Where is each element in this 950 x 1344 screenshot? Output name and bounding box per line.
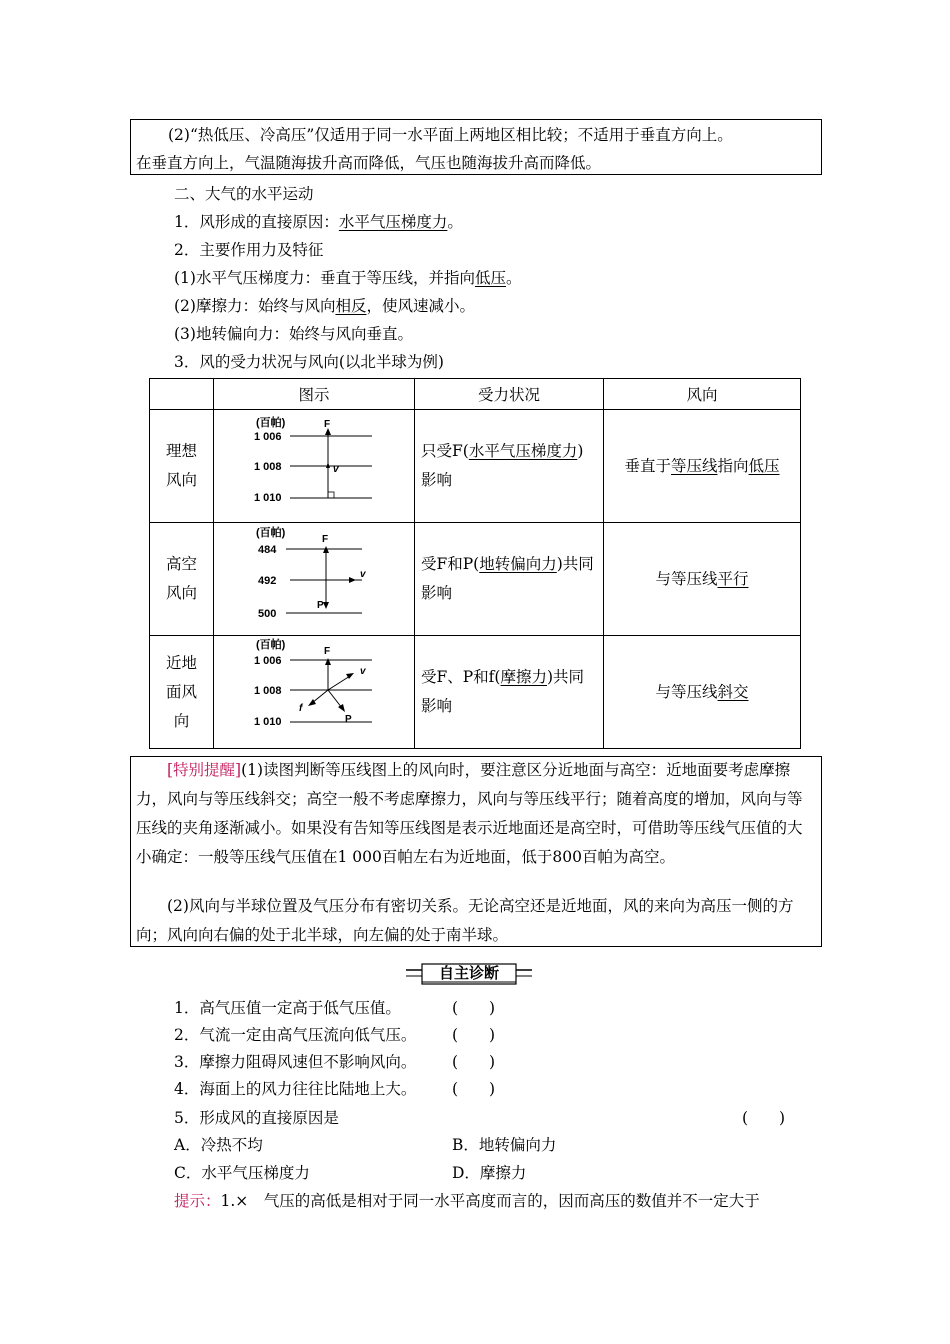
force-ideal-answer: 水平气压梯度力	[468, 442, 578, 460]
question-4	[174, 1077, 416, 1099]
fig1-level-2: 1 008	[254, 461, 282, 473]
force-1-suffix: 。	[505, 269, 522, 287]
dir-surface-prefix: 与等压线	[655, 682, 718, 701]
answer-bracket-5[interactable]: ( )	[742, 1109, 786, 1127]
fig2-coriolis-arrowhead	[323, 602, 329, 609]
fig2-level-3: 500	[258, 608, 277, 620]
fig1-right-angle	[328, 492, 334, 498]
table-header-row	[150, 379, 801, 410]
fig3-coriolis-arrow	[328, 690, 342, 708]
figure-ideal	[214, 410, 415, 523]
hint-text: 1.× 气压的高低是相对于同一水平高度而言的，因而高压的数值并不一定大于	[220, 1192, 760, 1210]
item-1-prefix: 1．风形成的直接原因：	[174, 213, 339, 231]
question-4-text: 4．海面上的风力往往比陆地上大。	[174, 1080, 417, 1098]
isobar-diagram-ideal	[214, 410, 414, 518]
reminder-paragraph-2: (2)风向与半球位置及气压分布有密切关系。无论高空还是近地面，风的来向为高压一侧的方向；风向向右偏的处于北半球，向左偏的处于南半球。	[136, 897, 794, 944]
table-row	[150, 523, 801, 636]
hint-label: 提示：	[174, 1192, 221, 1210]
fig1-level-1: 1 006	[254, 431, 282, 443]
fig2-level-1: 484	[258, 544, 277, 556]
force-high-suffix: )共同影响	[421, 555, 594, 602]
force-ideal-prefix: 只受F(	[421, 442, 469, 460]
hint-line	[174, 1189, 760, 1211]
fig3-label-f: f	[299, 703, 303, 714]
row-label-surface-text: 近地面风向	[165, 653, 197, 730]
item-3: 3．风的受力状况与风向(以北半球为例)	[174, 353, 444, 371]
wind-force-table	[149, 378, 801, 749]
row-label-high	[150, 523, 214, 636]
force-1-answer: 低压	[474, 269, 506, 287]
option-d[interactable]: D．摩擦力	[452, 1164, 527, 1182]
dir-ideal-answer-1: 等压线	[670, 456, 718, 475]
answer-bracket-3[interactable]: ( )	[452, 1053, 496, 1071]
fig3-friction-arrowhead	[308, 699, 316, 706]
fig3-label-F: F	[324, 646, 331, 657]
force-surface-prefix: 受F、P和f(	[421, 668, 501, 686]
question-5: 5．形成风的直接原因是	[174, 1109, 339, 1127]
reminder-tag: [特别提醒]	[167, 761, 242, 779]
force-high	[415, 523, 604, 636]
force-3: (3)地转偏向力：始终与风向垂直。	[174, 325, 413, 343]
force-1-prefix: (1)水平气压梯度力：垂直于等压线，并指向	[174, 269, 475, 287]
force-ideal-suffix: )影响	[421, 442, 584, 489]
force-high-prefix: 受F和P(	[421, 555, 480, 573]
header-direction: 风向	[604, 379, 801, 410]
diagnosis-title-badge	[406, 962, 532, 986]
figure-high	[214, 523, 415, 636]
reminder-paragraph-1	[136, 756, 814, 872]
header-force: 受力状况	[415, 379, 604, 410]
force-2-prefix: (2)摩擦力：始终与风向	[174, 297, 336, 315]
fig3-force-arrowhead	[325, 658, 331, 665]
option-c[interactable]: C．水平气压梯度力	[174, 1164, 310, 1182]
direction-surface	[604, 636, 801, 749]
dir-high-answer: 平行	[717, 569, 749, 588]
note-text-2: 在垂直方向上，气温随海拔升高而降低，气压也随海拔升高而降低。	[136, 154, 602, 172]
dir-ideal-prefix: 垂直于	[624, 456, 671, 475]
fig3-coriolis-arrowhead	[338, 704, 345, 712]
fig3-friction-arrow	[312, 690, 328, 703]
fig2-label-v: v	[360, 569, 366, 580]
fig3-label-P: P	[345, 714, 352, 725]
fig1-unit: (百帕)	[256, 417, 286, 429]
fig2-label-P: P	[317, 600, 324, 611]
force-2-suffix: ，使风速减小。	[366, 297, 475, 315]
dir-surface-answer: 斜交	[717, 682, 749, 701]
fig2-level-2: 492	[258, 575, 277, 587]
row-label-surface	[150, 636, 214, 749]
force-2	[174, 294, 475, 316]
diagnosis-title: 自主诊断	[438, 964, 499, 982]
fig1-level-3: 1 010	[254, 492, 282, 504]
fig3-label-v: v	[360, 666, 366, 677]
option-b[interactable]: B．地转偏向力	[452, 1136, 557, 1154]
table-row	[150, 410, 801, 523]
item-1	[174, 210, 463, 232]
reminder-text-1: (1)读图判断等压线图上的风向时，要注意区分近地面与高空：近地面要考虑摩擦力，风向与等压线斜交；高空一般不考虑摩擦力，风向与等压线平行；随着高度的增加，风向与等压线的夹角逐渐减小。如果没有告知等压线图是表示近地面还是高空时，可借助等压线气压值的大小确定：一般等压线气压值在1 000百帕左右为近地面，低于800百帕为高空。	[136, 761, 803, 866]
fig1-label-F: F	[324, 419, 331, 430]
dir-high-prefix: 与等压线	[655, 569, 718, 588]
section-heading: 二、大气的水平运动	[174, 185, 314, 203]
isobar-diagram-surface	[214, 636, 414, 744]
row-label-ideal-text: 理想风向	[165, 442, 197, 489]
fig1-label-v: v	[333, 464, 339, 475]
fig3-level-2: 1 008	[254, 685, 282, 697]
fig2-label-F: F	[322, 534, 329, 545]
item-1-suffix: 。	[447, 213, 463, 231]
force-surface-answer: 摩擦力	[500, 668, 547, 686]
isobar-diagram-high	[214, 523, 414, 631]
row-label-high-text: 高空风向	[165, 555, 197, 602]
answer-bracket-1[interactable]: ( )	[452, 999, 496, 1017]
answer-bracket-2[interactable]: ( )	[452, 1026, 496, 1044]
fig2-unit: (百帕)	[256, 527, 286, 539]
force-2-answer: 相反	[335, 297, 367, 315]
fig3-v-arrow	[328, 676, 350, 690]
dir-ideal-answer-2: 低压	[748, 456, 780, 475]
note-text-1: (2)“热低压、冷高压”仅适用于同一水平面上两地区相比较；不适用于垂直方向上。	[168, 126, 733, 144]
option-a[interactable]: A．冷热不均	[174, 1136, 263, 1154]
header-blank	[150, 379, 214, 410]
question-1-text: 1．高气压值一定高于低气压值。	[174, 999, 401, 1017]
header-figure: 图示	[214, 379, 415, 410]
fig3-level-3: 1 010	[254, 716, 282, 728]
question-1	[174, 996, 401, 1018]
question-2-text: 2．气流一定由高气压流向低气压。	[174, 1026, 417, 1044]
direction-ideal	[604, 410, 801, 523]
direction-high	[604, 523, 801, 636]
table-row	[150, 636, 801, 749]
force-surface-suffix: )共同影响	[421, 668, 585, 715]
fig2-v-arrowhead	[349, 577, 356, 583]
fig1-v-arrowhead	[326, 462, 330, 468]
force-1	[174, 266, 522, 288]
force-high-answer: 地转偏向力	[479, 555, 557, 573]
force-surface	[415, 636, 604, 749]
item-2: 2．主要作用力及特征	[174, 241, 324, 259]
fig3-unit: (百帕)	[256, 639, 286, 651]
row-label-ideal	[150, 410, 214, 523]
item-1-answer: 水平气压梯度力	[338, 213, 448, 231]
force-ideal	[415, 410, 604, 523]
fig3-level-1: 1 006	[254, 655, 282, 667]
dir-ideal-mid: 指向	[717, 456, 749, 475]
question-2	[174, 1023, 416, 1045]
question-3	[174, 1050, 416, 1072]
question-3-text: 3．摩擦力阻碍风速但不影响风向。	[174, 1053, 417, 1071]
answer-bracket-4[interactable]: ( )	[452, 1080, 496, 1098]
figure-surface	[214, 636, 415, 749]
